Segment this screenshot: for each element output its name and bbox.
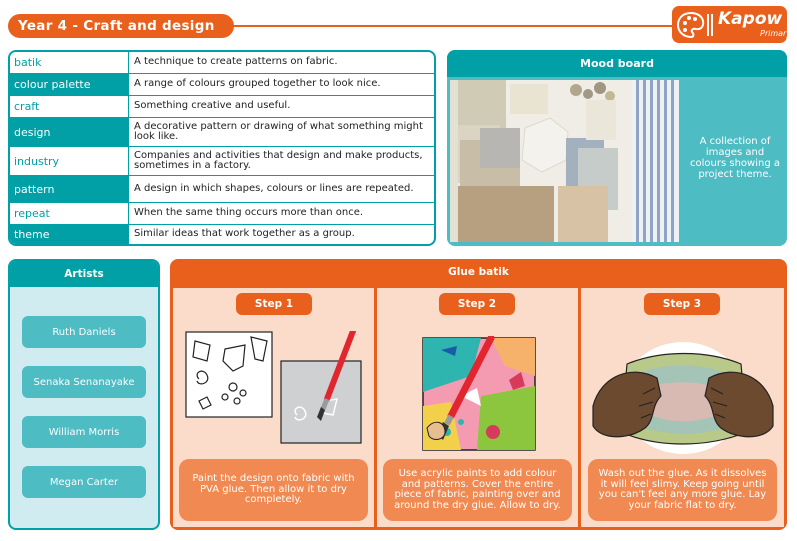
- artist-name: Ruth Daniels: [22, 316, 146, 348]
- vocab-row: [10, 225, 434, 244]
- vocab-definition: Companies and activities that design and make products, sometimes in a factory.: [134, 149, 423, 171]
- vocab-definition: A range of colours grouped together to look nice.: [134, 78, 381, 90]
- vocab-row: [10, 52, 434, 74]
- artist-name: Senaka Senanayake: [22, 366, 146, 398]
- kapow-logo: [672, 6, 792, 43]
- vocab-definition: Similar ideas that work together as a group.: [134, 228, 355, 240]
- vocab-term: design: [10, 118, 129, 146]
- page-title: Year 4 - Craft and design: [8, 14, 234, 38]
- title-divider: [230, 25, 674, 27]
- step-3-illustration: [591, 336, 775, 454]
- step-3-panel: [581, 288, 784, 527]
- vocab-definition: A decorative pattern or drawing of what something might look like.: [134, 120, 423, 142]
- vocab-row: [10, 176, 434, 203]
- vocab-term: craft: [10, 96, 129, 117]
- vocab-row: [10, 74, 434, 96]
- step-1-panel: [173, 288, 374, 527]
- step-2-illustration: [421, 336, 541, 456]
- vocabulary-table: [8, 50, 436, 246]
- artist-name: William Morris: [22, 416, 146, 448]
- mood-board-caption: A collection of images and colours showing a project theme.: [690, 136, 780, 180]
- mood-board-image: [450, 80, 679, 242]
- step-2-panel: [377, 288, 578, 527]
- vocab-term: theme: [10, 225, 129, 244]
- vocab-term: batik: [10, 52, 129, 73]
- vocab-definition: A design in which shapes, colours or lines are repeated.: [134, 182, 414, 194]
- glue-batik-panel: [170, 259, 787, 530]
- vocab-row: [10, 118, 434, 147]
- step-1-label: Step 1: [236, 293, 312, 315]
- artists-panel: [8, 259, 160, 530]
- vocab-row: [10, 147, 434, 176]
- vocab-row: [10, 203, 434, 225]
- vocab-row: [10, 96, 434, 118]
- palette-icon: [677, 11, 715, 39]
- vocab-definition: Something creative and useful.: [134, 100, 291, 112]
- mood-board-panel: [447, 50, 787, 246]
- artists-heading: Artists: [10, 261, 158, 287]
- step-3-label: Step 3: [644, 293, 720, 315]
- artist-name: Megan Carter: [22, 466, 146, 498]
- vocab-term: pattern: [10, 176, 129, 202]
- step-1-illustration: [185, 331, 365, 446]
- step-2-label: Step 2: [439, 293, 515, 315]
- mood-board-heading: Mood board: [447, 50, 787, 77]
- vocab-term: colour palette: [10, 74, 129, 95]
- step-2-instructions: Use acrylic paints to add colour and patterns. Cover the entire piece of fabric, painting over and around the dry glue. Allow to dry.: [383, 459, 572, 521]
- vocab-definition: When the same thing occurs more than once.: [134, 207, 364, 219]
- vocab-definition: A technique to create patterns on fabric.: [134, 56, 338, 68]
- logo-subtext: Primary: [760, 29, 792, 38]
- step-1-instructions: Paint the design onto fabric with PVA glue. Then allow it to dry completely.: [179, 459, 368, 521]
- step-3-instructions: Wash out the glue. As it dissolves it will feel slimy. Keep going until you can't feel any more glue. Lay your fabric flat to dry.: [588, 459, 777, 521]
- logo-text: Kapow: [718, 9, 783, 29]
- vocab-term: industry: [10, 147, 129, 175]
- glue-batik-heading: Glue batik: [448, 266, 509, 278]
- vocab-term: repeat: [10, 203, 129, 224]
